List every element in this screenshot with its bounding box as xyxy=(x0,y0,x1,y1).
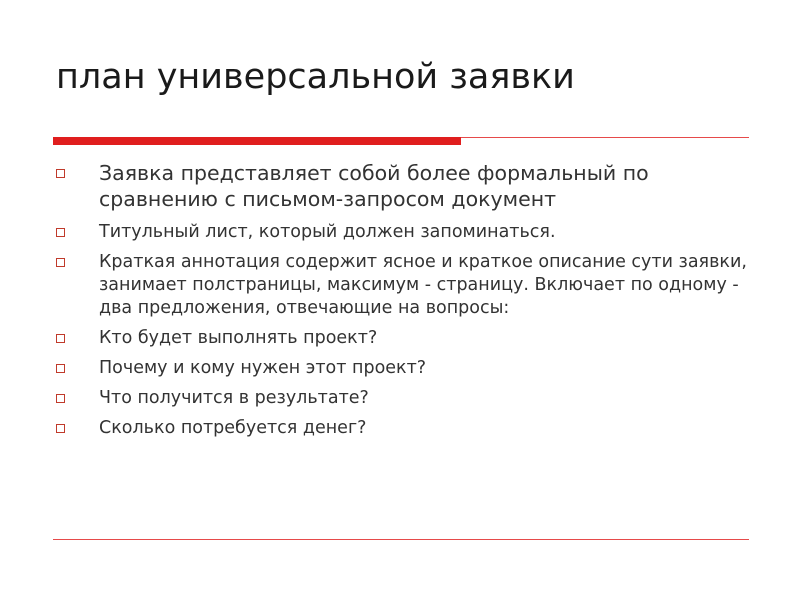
slide-title: план универсальной заявки xyxy=(56,57,575,97)
title-underline-thin xyxy=(461,137,749,138)
hollow-square-bullet-icon xyxy=(56,228,65,237)
bullet-item xyxy=(56,387,756,410)
bullet-item xyxy=(56,417,756,440)
bullet-item xyxy=(56,327,756,350)
bullet-text: Что получится в результате? xyxy=(99,388,369,408)
bullet-list xyxy=(56,160,756,447)
bullet-text: Титульный лист, который должен запоминаться. xyxy=(99,222,556,242)
bullet-text: Заявка представляет собой более формальный по сравнению с письмом-запросом документ xyxy=(99,161,649,211)
bullet-item xyxy=(56,160,756,212)
title-underline-thick xyxy=(53,137,461,145)
bullet-item xyxy=(56,357,756,380)
bullet-item xyxy=(56,251,756,320)
bullet-text: Краткая аннотация содержит ясное и краткое описание сути заявки, занимает полстраницы, максимум - страницу. Включает по одному - два предложения, отвечающие на вопросы: xyxy=(99,252,747,318)
bullet-text: Сколько потребуется денег? xyxy=(99,418,367,438)
footer-rule xyxy=(53,539,749,540)
hollow-square-bullet-icon xyxy=(56,394,65,403)
bullet-text: Почему и кому нужен этот проект? xyxy=(99,358,427,378)
bullet-text: Кто будет выполнять проект? xyxy=(99,328,378,348)
hollow-square-bullet-icon xyxy=(56,334,65,343)
hollow-square-bullet-icon xyxy=(56,258,65,267)
hollow-square-bullet-icon xyxy=(56,169,65,178)
hollow-square-bullet-icon xyxy=(56,364,65,373)
hollow-square-bullet-icon xyxy=(56,424,65,433)
bullet-item xyxy=(56,221,756,244)
